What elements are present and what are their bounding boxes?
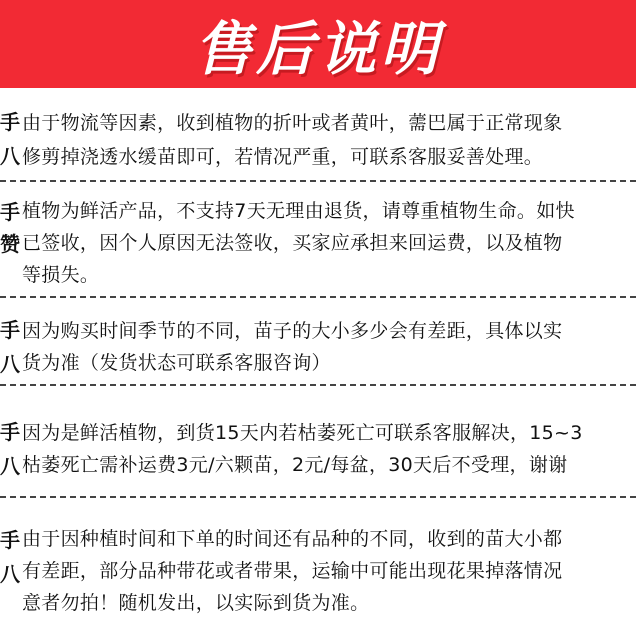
notice-line: 枯萎死亡需补运费3元/六颗苗，2元/每盆，30天后不受理，谢谢 <box>22 454 568 476</box>
section-divider <box>0 180 636 182</box>
bullet-icon: 八 <box>0 144 20 168</box>
notice-line: 有差距，部分品种带花或者带果，运输中可能出现花果掉落情况 <box>22 560 563 582</box>
notice-line: 意者勿拍！随机发出，以实际到货为准。 <box>22 592 370 614</box>
section-divider <box>0 496 636 498</box>
page-title: 售后说明 <box>193 15 442 83</box>
bullet-icon: 八 <box>0 352 20 376</box>
notice-section-5 <box>0 500 636 636</box>
bullet-icon: 八 <box>0 562 20 586</box>
bullet-icon: 手 <box>0 110 20 134</box>
bullet-icon: 八 <box>0 454 20 478</box>
notice-line: 等损失。 <box>22 264 100 286</box>
notice-section-3 <box>0 300 636 380</box>
notice-line: 由于物流等因素，收到植物的折叶或者黄叶，薷巴属于正常现象 <box>22 112 563 134</box>
notice-line: 因为购买时间季节的不同，苗子的大小多少会有差距，具体以实 <box>22 320 563 342</box>
notice-section-4 <box>0 390 636 478</box>
notice-line: 修剪掉浇透水缓苗即可，若情况严重，可联系客服妥善处理。 <box>22 146 544 168</box>
notice-section-2 <box>0 184 636 294</box>
notice-line: 已签收，因个人原因无法签收，买家应承担来回运费，以及植物 <box>22 232 563 254</box>
bullet-icon: 手 <box>0 420 20 444</box>
notice-line: 因为是鲜活植物，到货15天内若枯萎死亡可联系客服解决，15~3 <box>22 422 583 444</box>
notice-section-1 <box>0 98 636 188</box>
notice-line: 货为准（发货状态可联系客服咨询） <box>22 352 331 374</box>
section-divider <box>0 296 636 298</box>
section-divider <box>0 384 636 386</box>
bullet-icon: 手 <box>0 318 20 342</box>
header-banner <box>0 0 636 88</box>
bullet-icon: 手 <box>0 200 20 224</box>
notice-line: 植物为鲜活产品，不支持7天无理由退货，请尊重植物生命。如快 <box>22 200 575 222</box>
bullet-icon: 手 <box>0 528 20 552</box>
notice-line: 由于因种植时间和下单的时间还有品种的不同，收到的苗大小都 <box>22 528 563 550</box>
bullet-icon: 赞 <box>0 232 20 256</box>
